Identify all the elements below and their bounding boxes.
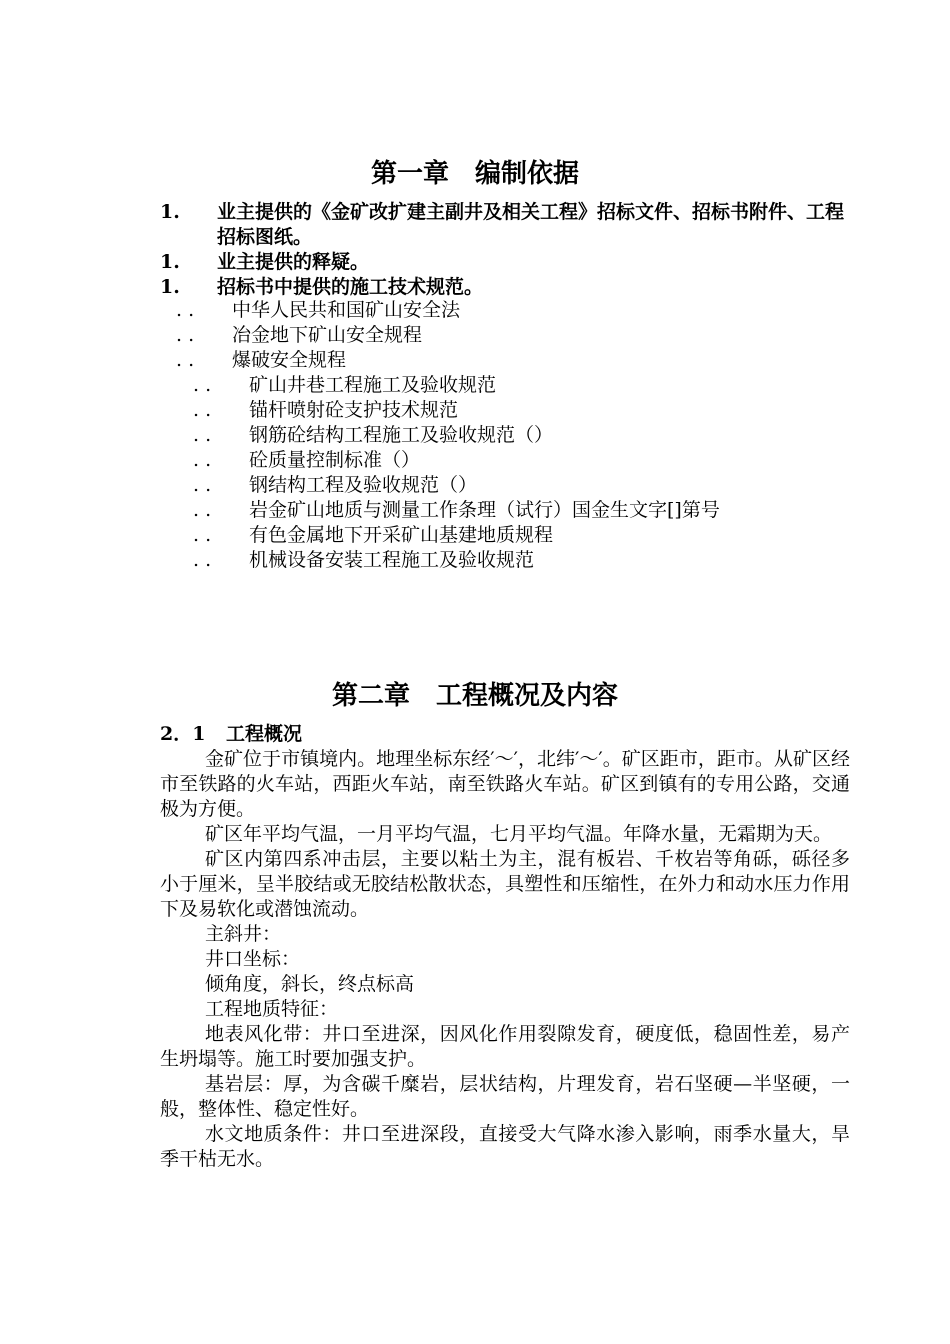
item-dots: . . <box>193 374 212 396</box>
item-text: 业主提供的《金矿改扩建主副井及相关工程》招标文件、招标书附件、工程招标图纸。 <box>217 201 845 248</box>
paragraph: 地表风化带：井口至进深，因风化作用裂隙发育，硬度低，稳固性差，易产生坍塌等。施工时要加强支护。 <box>160 1023 850 1070</box>
regulation-item <box>193 473 477 498</box>
regulation-text: 岩金矿山地质与测量工作条理（试行）国金生文字[]第号 <box>249 499 720 521</box>
regulation-text: 冶金地下矿山安全规程 <box>232 324 423 346</box>
item-dots: . . <box>176 324 195 346</box>
item-dots: . . <box>193 399 212 421</box>
regulation-item <box>193 498 720 523</box>
paragraph: 水文地质条件：井口至进深段，直接受大气降水渗入影响，雨季水量大，旱季干枯无水。 <box>160 1123 850 1170</box>
paragraph: 倾角度，斜长，终点标高 <box>205 973 415 995</box>
regulation-item <box>176 348 346 373</box>
paragraph: 矿区内第四系冲击层，主要以粘土为主，混有板岩、千枚岩等角砾，砾径多小于厘米，呈半胶结或无胶结松散状态，具塑性和压缩性，在外力和动水压力作用下及易软化或潜蚀流动。 <box>160 848 850 920</box>
regulation-text: 钢结构工程及验收规范（） <box>249 474 478 496</box>
paragraph: 金矿位于市镇境内。地理坐标东经′～′，北纬′～′。矿区距市，距市。从矿区经市至铁路的火车站，西距火车站，南至铁路火车站。矿区到镇有的专用公路，交通极为方便。 <box>160 748 850 820</box>
item-dots: . . <box>193 424 212 446</box>
item-dots: . . <box>176 299 195 321</box>
item-dots: . . <box>176 349 195 371</box>
paragraph: 矿区年平均气温，一月平均气温，七月平均气温。年降水量，无霜期为天。 <box>205 823 833 845</box>
regulation-item <box>193 448 420 473</box>
item-dots: . . <box>193 474 212 496</box>
regulation-text: 锚杆喷射砼支护技术规范 <box>249 399 459 421</box>
item-text: 招标书中提供的施工技术规范。 <box>217 276 484 298</box>
item-number: 1. <box>160 251 180 273</box>
regulation-text: 中华人民共和国矿山安全法 <box>232 299 461 321</box>
paragraph: 基岩层：厚，为含碳千糜岩，层状结构，片理发育，岩石坚硬—半坚硬，一般，整体性、稳定性好。 <box>160 1073 850 1120</box>
section-heading <box>160 722 302 747</box>
chapter1-title: 第一章 编制依据 <box>370 159 579 189</box>
numbered-item <box>160 200 850 250</box>
item-dots: . . <box>193 524 212 546</box>
item-dots: . . <box>193 549 212 571</box>
section-number: 2．1 <box>160 723 206 745</box>
numbered-item <box>160 275 850 300</box>
paragraph: 主斜井： <box>205 923 282 945</box>
numbered-item <box>160 250 850 275</box>
chapter2-title: 第二章 工程概况及内容 <box>331 681 618 711</box>
paragraph: 井口坐标： <box>205 948 301 970</box>
regulation-item <box>193 548 534 573</box>
regulation-item <box>193 373 496 398</box>
regulation-item <box>193 423 553 448</box>
item-dots: . . <box>193 499 212 521</box>
section-title: 工程概况 <box>226 723 303 745</box>
regulation-text: 矿山井巷工程施工及验收规范 <box>249 374 497 396</box>
item-number: 1. <box>160 201 180 223</box>
regulation-item <box>193 523 553 548</box>
regulation-text: 有色金属地下开采矿山基建地质规程 <box>249 524 554 546</box>
regulation-text: 钢筋砼结构工程施工及验收规范（） <box>249 424 554 446</box>
regulation-text: 机械设备安装工程施工及验收规范 <box>249 549 535 571</box>
paragraph: 工程地质特征： <box>205 998 339 1020</box>
item-number: 1. <box>160 276 180 298</box>
regulation-item <box>193 398 458 423</box>
body-text <box>160 747 850 1172</box>
item-dots: . . <box>193 449 212 471</box>
regulation-item <box>176 298 460 323</box>
regulation-item <box>176 323 422 348</box>
item-text: 业主提供的释疑。 <box>217 251 370 273</box>
regulation-text: 爆破安全规程 <box>232 349 347 371</box>
regulation-text: 砼质量控制标准（） <box>249 449 421 471</box>
